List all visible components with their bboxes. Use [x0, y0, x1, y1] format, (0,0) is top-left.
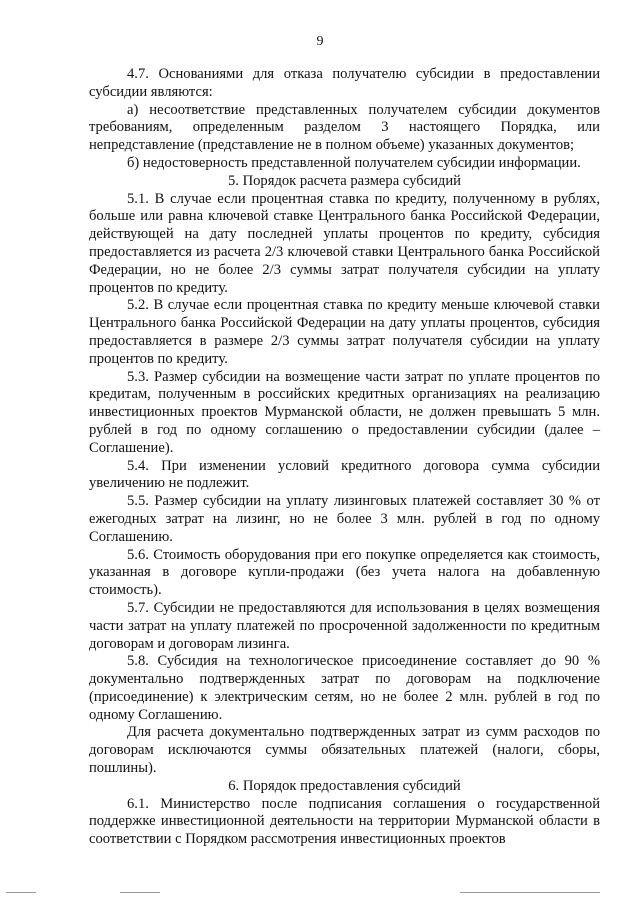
paragraph-4-7-b: б) недостоверность представленной получателем субсидии информации.	[127, 154, 581, 171]
paragraph-5-6: 5.6. Стоимость оборудования при его покупке определяется как стоимость, указанная в договоре купли-продажи (без учета налога на добавленную стоимость).	[89, 546, 600, 599]
paragraph-5-2: 5.2. В случае если процентная ставка по кредиту меньше ключевой ставки Центрального банка Российской Федерации на дату уплаты процентов, субсидия предоставляется в размере 2/3 суммы затрат получателя субсидии на уплату процентов по кредиту.	[89, 297, 600, 367]
paragraph-5-1: 5.1. В случае если процентная ставка по кредиту, полученному в рублях, больше или равна ключевой ставке Центрального банка Российской Федерации, действующей на дату последней уплаты процентов по кредиту, субсидия предоставляется из расчета 2/3 ключевой ставки Центрального банка Российской Федерации, но не более 2/3 суммы затрат получателя субсидии на уплату процентов по кредиту.	[89, 190, 600, 296]
scan-mark-right	[460, 892, 600, 893]
scan-mark-center	[120, 892, 160, 893]
page-number: 9	[316, 34, 324, 49]
section-heading-6: 6. Порядок предоставления субсидий	[228, 777, 461, 794]
scan-mark-left	[6, 892, 36, 893]
paragraph-6-1: 6.1. Министерство после подписания соглашения о государственной поддержке инвестиционной деятельности на территории Мурманской области в соответствии с Порядком рассмотрения инвестиционных проектов	[89, 795, 600, 848]
paragraph-5-4: 5.4. При изменении условий кредитного договора сумма субсидии увеличению не подлежит.	[89, 457, 600, 492]
paragraph-5-3: 5.3. Размер субсидии на возмещение части затрат по уплате процентов по кредитам, полученным в российских кредитных организациях на реализацию инвестиционных проектов Мурманской области, не должен превышать 5 млн. рублей в год по одному соглашению о предоставлении субсидии (далее – Соглашение).	[89, 368, 600, 456]
paragraph-4-7: 4.7. Основаниями для отказа получателю субсидии в предоставлении субсидии являются:	[89, 66, 600, 100]
paragraph-4-7-a: а) несоответствие представленных получателем субсидии документов требованиям, определенным разделом 3 настоящего Порядка, или непредставление (представление не в полном объеме) указанных документов;	[89, 101, 600, 154]
section-heading-5: 5. Порядок расчета размера субсидий	[228, 172, 461, 189]
paragraph-5-8-note: Для расчета документально подтвержденных затрат из сумм расходов по договорам исключаются суммы обязательных платежей (налоги, сборы, пошлины).	[89, 724, 600, 777]
paragraph-5-5: 5.5. Размер субсидии на уплату лизинговых платежей составляет 30 % от ежегодных затрат на лизинг, но не более 3 млн. рублей в год по одному Соглашению.	[89, 493, 600, 545]
paragraph-5-8: 5.8. Субсидия на технологическое присоединение составляет до 90 % документально подтвержденных затрат по договорам на подключение (присоединение) к электрическим сетям, но не более 2 млн. рублей в год по одному Соглашению.	[89, 653, 600, 723]
paragraph-5-7: 5.7. Субсидии не предоставляются для использования в целях возмещения части затрат на уплату платежей по просроченной задолженности по кредитным договорам и договорам лизинга.	[89, 599, 600, 652]
document-body	[89, 66, 600, 849]
